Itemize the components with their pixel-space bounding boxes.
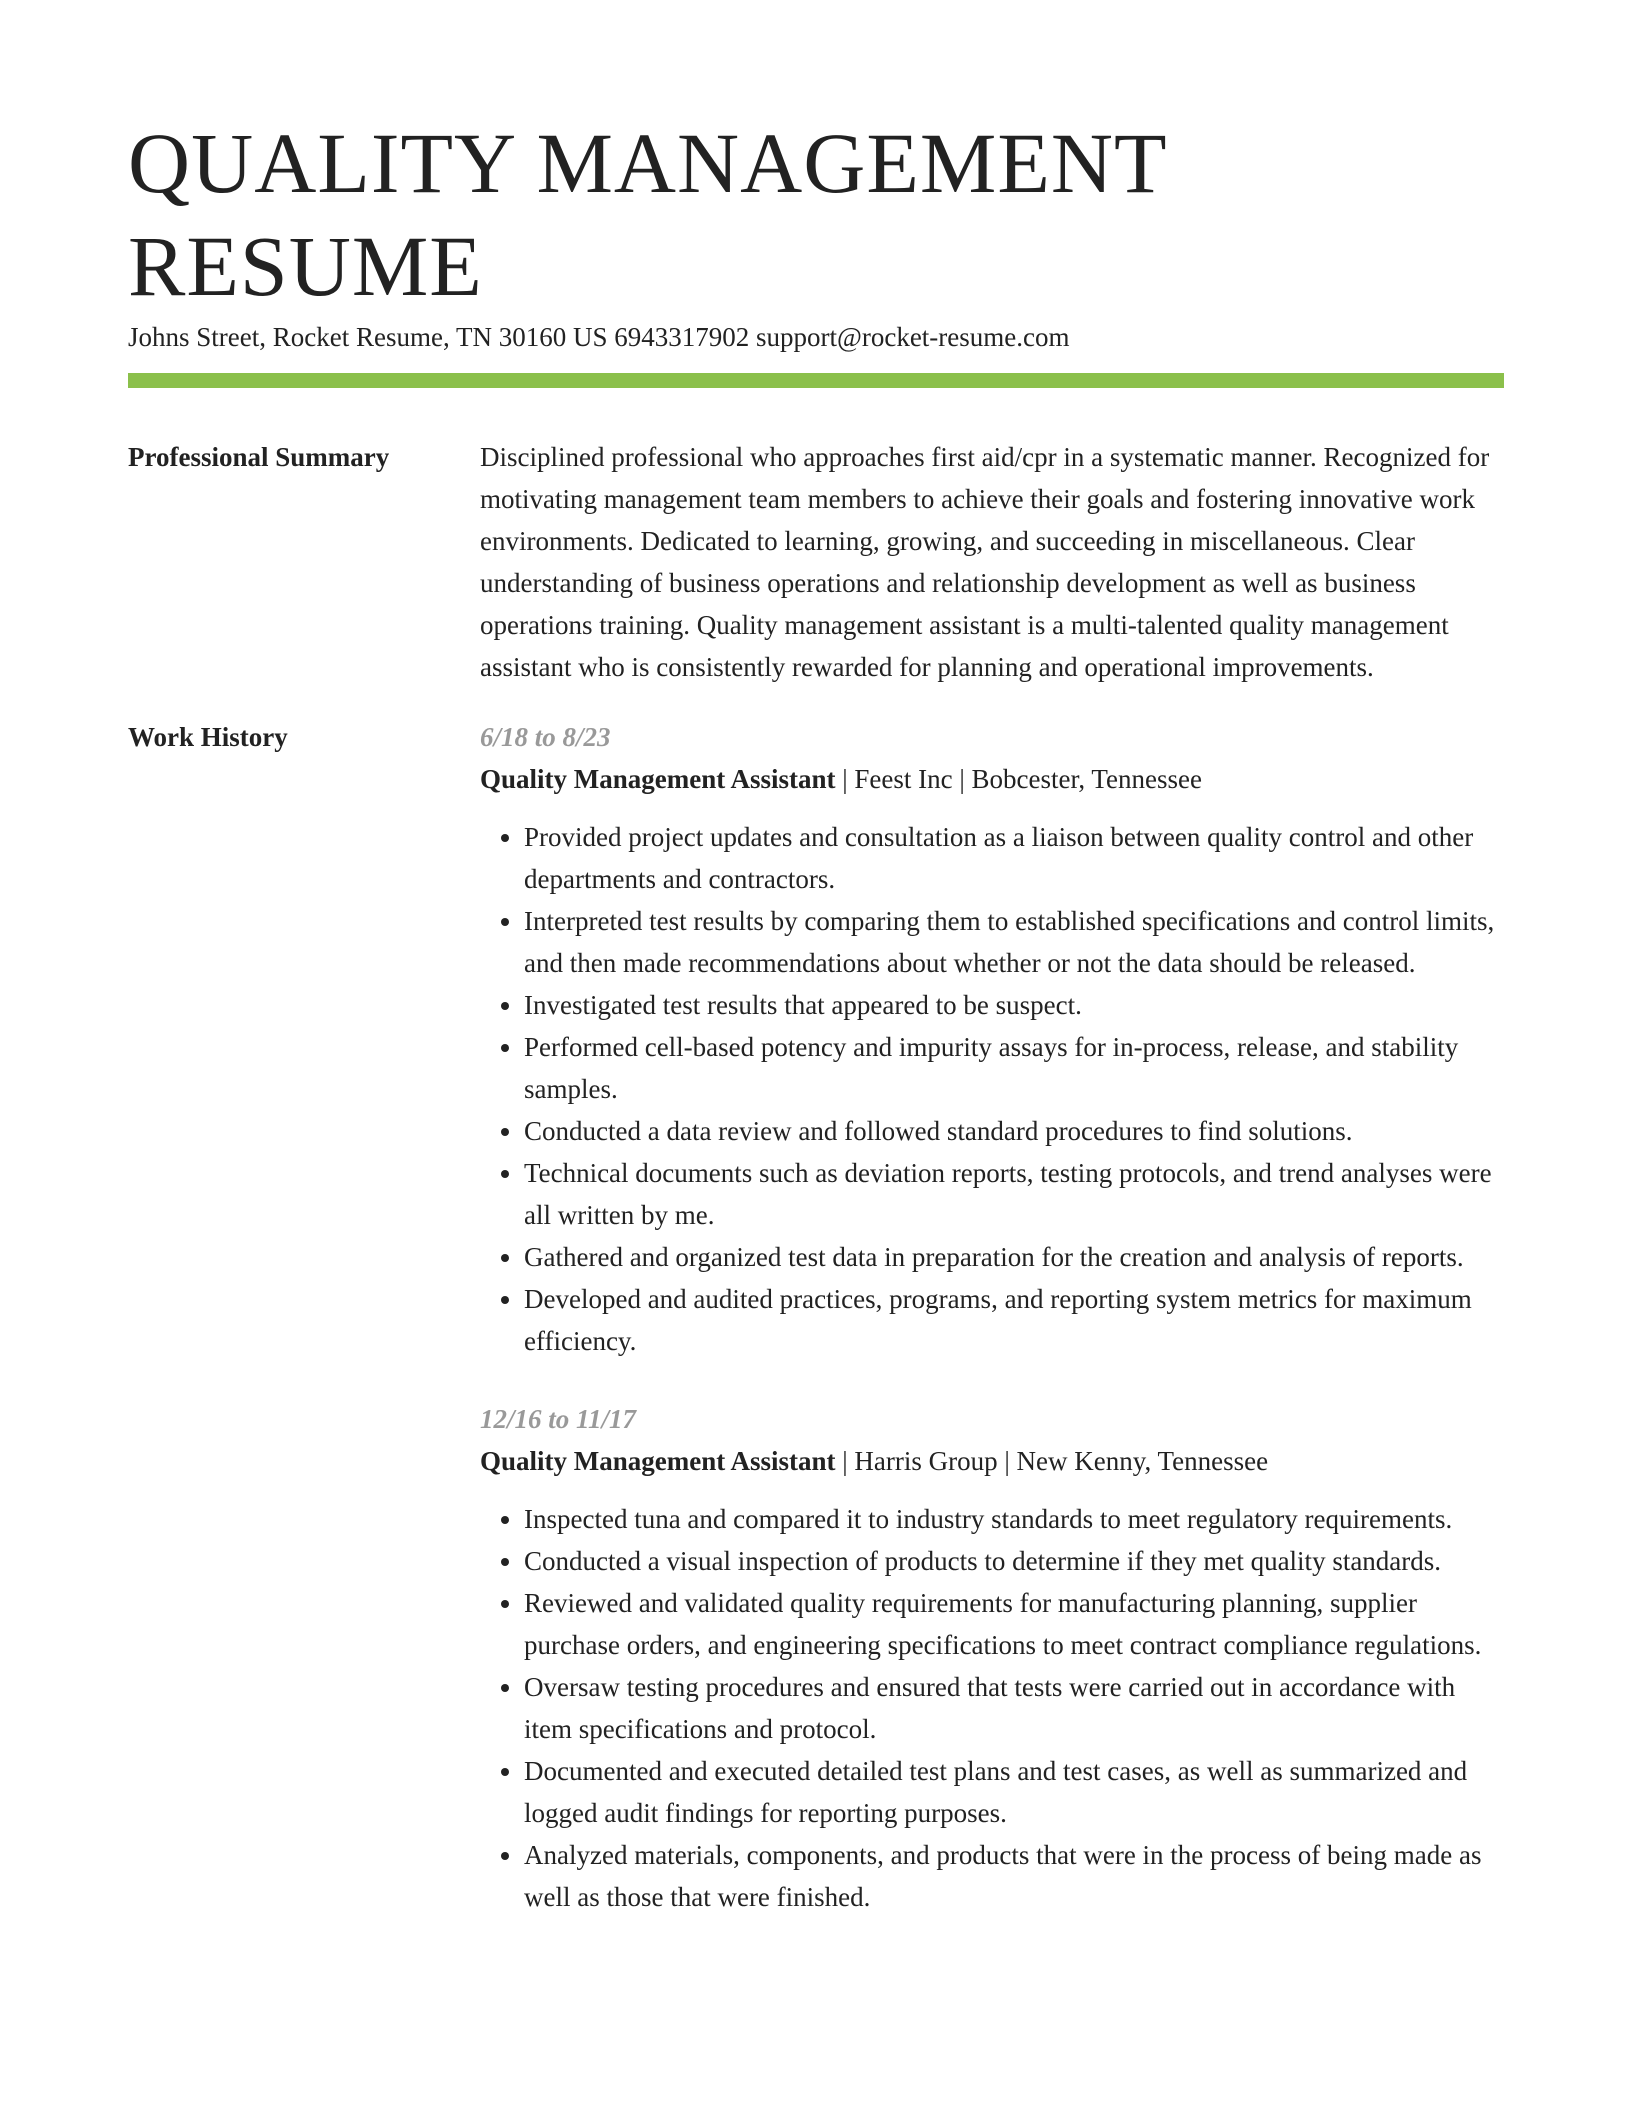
contact-line: Johns Street, Rocket Resume, TN 30160 US 6943317902 support@rocket-resume.com [128, 322, 1070, 353]
job-bullet: • Reviewed and validated quality requirements for manufacturing planning, supplier purchase orders, and engineering specifications to meet contract compliance regulations. [524, 1582, 1504, 1666]
job-bullet: • Performed cell-based potency and impurity assays for in-process, release, and stability samples. [524, 1026, 1504, 1110]
job-entry [480, 1398, 1504, 1918]
job-bullet: • Gathered and organized test data in preparation for the creation and analysis of reports. [524, 1236, 1504, 1278]
work-history-section [128, 716, 1504, 1954]
job-bullet: • Interpreted test results by comparing them to established specifications and control limits, and then made recommendations about whether or not the data should be released. [524, 900, 1504, 984]
job-heading [480, 758, 1504, 800]
job-bullet: • Provided project updates and consultation as a liaison between quality control and other departments and contractors. [524, 816, 1504, 900]
job-dates: 6/18 to 8/23 [480, 722, 611, 753]
job-bullet: • Developed and audited practices, programs, and reporting system metrics for maximum efficiency. [524, 1278, 1504, 1362]
job-bullet: • Oversaw testing procedures and ensured that tests were carried out in accordance with item specifications and protocol. [524, 1666, 1504, 1750]
resume-title: QUALITY MANAGEMENT RESUME [128, 115, 1166, 315]
section-label-professional-summary: Professional Summary [128, 442, 390, 473]
job-entry [480, 716, 1504, 1362]
job-bullet-list [480, 1498, 1504, 1918]
work-history-body [480, 716, 1504, 1954]
summary-text: Disciplined professional who approaches first aid/cpr in a systematic manner. Recognized for motivating management team members to achieve their goals and fostering innovative work environments. Dedicated to learning, growing, and succeeding in miscellaneous. Clear understanding of business operations and relationship development as well as business operations training. Quality management assistant is a multi-talented quality management assistant who is consistently rewarded for planning and operational improvements. [480, 442, 1490, 683]
job-heading [480, 1440, 1504, 1482]
job-dates: 12/16 to 11/17 [480, 1404, 637, 1435]
job-bullet: • Inspected tuna and compared it to industry standards to meet regulatory requirements. [524, 1498, 1504, 1540]
job-bullet: • Analyzed materials, components, and products that were in the process of being made as well as those that were finished. [524, 1834, 1504, 1918]
summary-body [480, 436, 1504, 688]
job-company-location: | Harris Group | New Kenny, Tennessee [835, 1446, 1269, 1477]
job-title: Quality Management Assistant [480, 1446, 836, 1477]
job-bullet: • Technical documents such as deviation reports, testing protocols, and trend analyses were all written by me. [524, 1152, 1504, 1236]
accent-divider [128, 373, 1504, 388]
job-bullet-list [480, 816, 1504, 1362]
job-bullet: • Conducted a visual inspection of products to determine if they met quality standards. [524, 1540, 1504, 1582]
job-title: Quality Management Assistant [480, 764, 836, 795]
job-bullet: • Documented and executed detailed test plans and test cases, as well as summarized and logged audit findings for reporting purposes. [524, 1750, 1504, 1834]
professional-summary-section [128, 436, 1504, 688]
job-bullet: • Investigated test results that appeared to be suspect. [524, 984, 1504, 1026]
section-label-work-history: Work History [128, 722, 288, 753]
job-bullet: • Conducted a data review and followed standard procedures to find solutions. [524, 1110, 1504, 1152]
job-company-location: | Feest Inc | Bobcester, Tennessee [835, 764, 1202, 795]
